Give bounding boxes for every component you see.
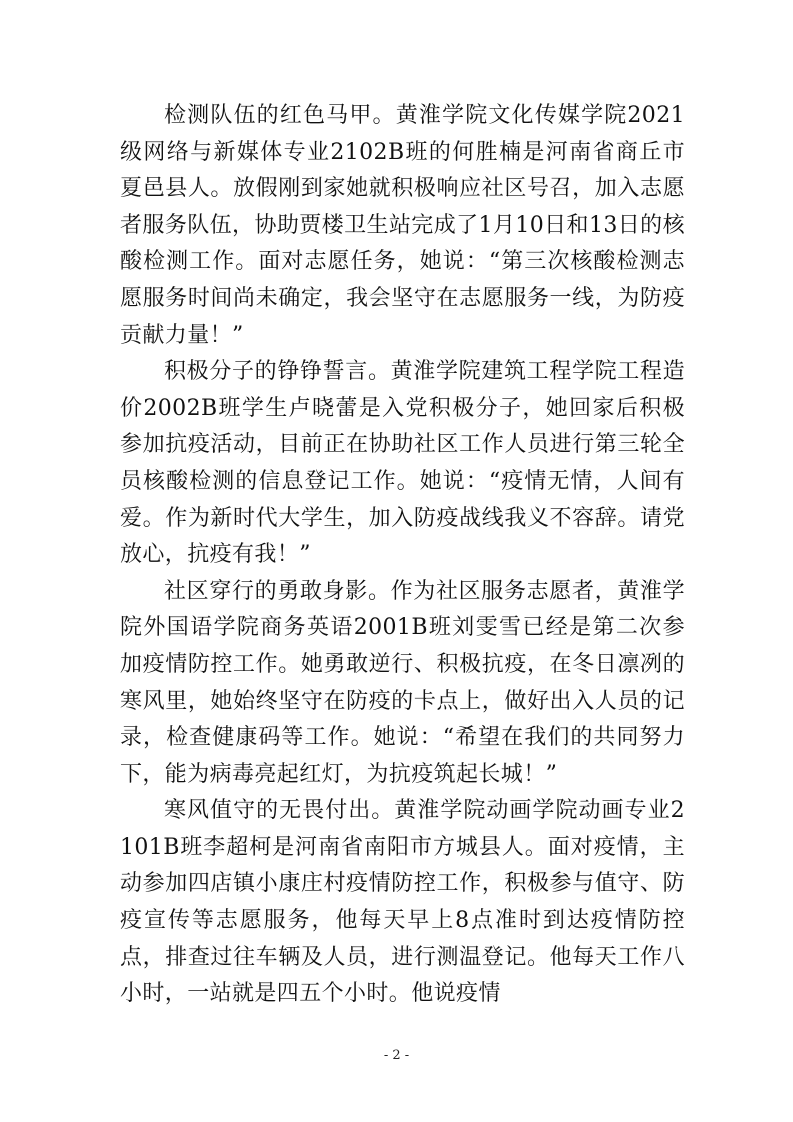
paragraph-3: 社区穿行的勇敢身影。作为社区服务志愿者，黄淮学院外国语学院商务英语2001B班刘雯雪已经是第二次参加疫情防控工作。她勇敢逆行、积极抗疫，在冬日凛冽的寒风里，她始终坚守在防疫的卡点上，做好出入人员的记录，检查健康码等工作。她说：“希望在我们的共同努力下，能为病毒亮起红灯，为抗疫筑起长城！” [120, 578, 685, 787]
document-body [120, 98, 685, 1013]
paragraph-4: 寒风值守的无畏付出。黄淮学院动画学院动画专业2101B班李超柯是河南省南阳市方城县人。面对疫情，主动参加四店镇小康庄村疫情防控工作，积极参与值守、防疫宣传等志愿服务，他每天早上8点准时到达疫情防控点，排查过往车辆及人员，进行测温登记。他每天工作八小时，一站就是四五个小时。他说疫情 [120, 798, 685, 1007]
page-number: - 2 - [383, 1048, 410, 1063]
paragraph-1: 检测队伍的红色马甲。黄淮学院文化传媒学院2021级网络与新媒体专业2102B班的何胜楠是河南省商丘市夏邑县人。放假刚到家她就积极响应社区号召，加入志愿者服务队伍，协助贾楼卫生站完成了1月10日和13日的核酸检测工作。面对志愿任务，她说：“第三次核酸检测志愿服务时间尚未确定，我会坚守在志愿服务一线，为防疫贡献力量！” [120, 103, 685, 348]
paragraph-2: 积极分子的铮铮誓言。黄淮学院建筑工程学院工程造价2002B班学生卢晓蕾是入党积极分子，她回家后积极参加抗疫活动，目前正在协助社区工作人员进行第三轮全员核酸检测的信息登记工作。她说：“疫情无情，人间有爱。作为新时代大学生，加入防疫战线我义不容辞。请党放心，抗疫有我！” [120, 359, 685, 568]
